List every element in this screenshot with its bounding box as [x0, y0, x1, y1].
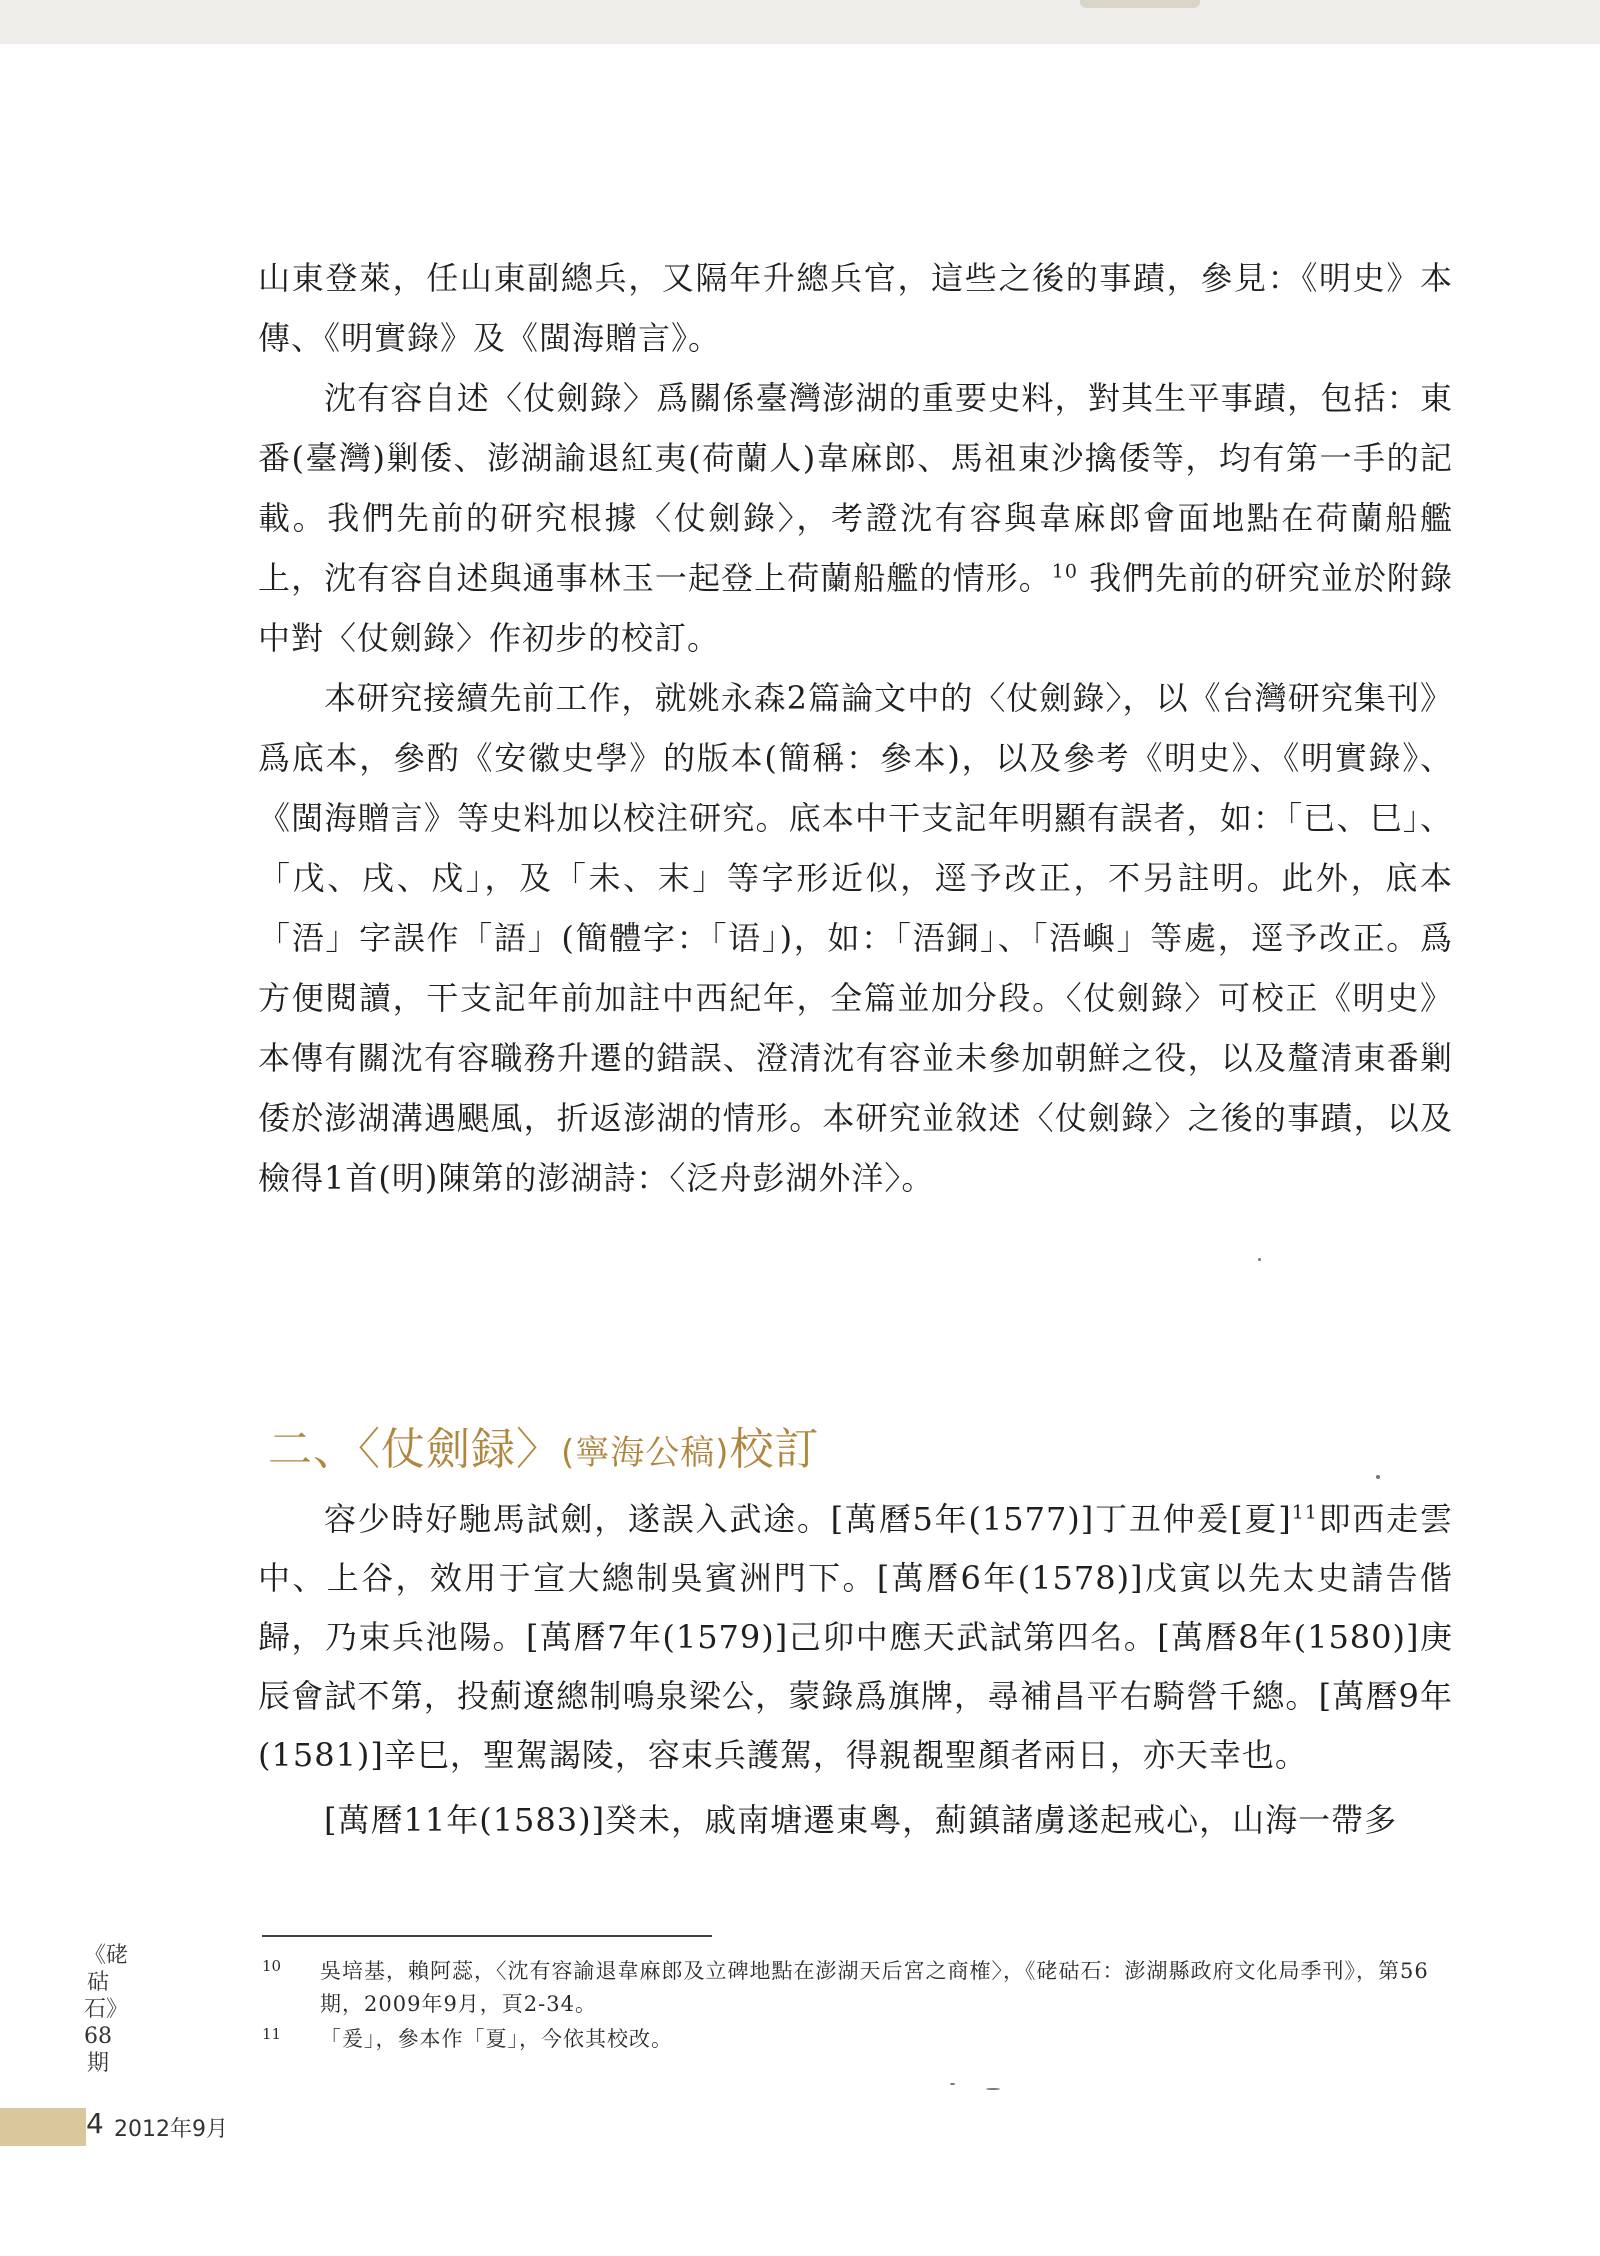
footnote-number: 10 — [262, 1957, 282, 1975]
section-paragraph-1 — [258, 1490, 1453, 1785]
footnote-item — [262, 1955, 1452, 2021]
scan-speck — [1258, 1258, 1261, 1261]
scan-speck — [1376, 1475, 1380, 1479]
body-paragraph-2-text: 沈有容自述〈仗劍錄〉爲關係臺灣澎湖的重要史料，對其生平事蹟，包括：東番(臺灣)剿倭、澎湖諭退紅夷(荷蘭人)韋麻郎、馬祖東沙擒倭等，均有第一手的記載。我們先前的研究根據〈仗劍錄〉，考證沈有容與韋麻郎會面地點在荷蘭船艦上，沈有容自述與通事林玉一起登上荷蘭船艦的情形。 — [258, 379, 1453, 597]
footnote-ref-10[interactable]: 10 — [1051, 560, 1078, 583]
body-text — [258, 248, 1453, 1208]
section-heading-tail: 校訂 — [729, 1424, 820, 1475]
scan-top-band — [0, 0, 1600, 44]
footnote-divider — [262, 1935, 712, 1937]
body-paragraph-3: 本研究接續先前工作，就姚永森2篇論文中的〈仗劍錄〉，以《台灣研究集刊》爲底本，參酌《安徽史學》的版本(簡稱：參本)，以及參考《明史》、《明實錄》、《閩海贈言》等史料加以校注研究。底本中干支記年明顯有誤者，如：「已、巳」、「戊、戌、戍」，及「未、末」等字形近似，逕予改正，不另註明。此外，底本「浯」字誤作「語」(簡體字：「语」)，如：「浯銅」、「浯嶼」等處，逕予改正。爲方便閱讀，干支記年前加註中西紀年，全篇並加分段。〈仗劍錄〉可校正《明史》本傳有關沈有容職務升遷的錯誤、澄清沈有容並未參加朝鮮之役，以及釐清東番剿倭於澎湖溝遇颶風，折返澎湖的情形。本研究並敘述〈仗劍錄〉之後的事蹟，以及檢得1首(明)陳第的澎湖詩：〈泛舟彭湖外洋〉。 — [258, 679, 1453, 1197]
footnote-number: 11 — [262, 2025, 282, 2043]
body-paragraph-2-tail: 我們先前的研究並於附錄中對〈仗劍錄〉作初步的校訂。 — [258, 559, 1453, 657]
issue-date: 2012年9月 — [114, 2117, 228, 2142]
footnote-item — [262, 2023, 1452, 2056]
section-heading-paren: (寧海公稿) — [561, 1433, 730, 1473]
page-number-tab — [0, 2108, 86, 2146]
section-paragraph-2: [萬曆11年(1583)]癸未，戚南塘遷東粵，薊鎮諸虜遂起戒心，山海一帶多 — [324, 1801, 1398, 1839]
body-paragraph-2 — [258, 368, 1453, 668]
journal-sidebar-title: 《硓𥑮石》68期 — [84, 1943, 129, 2076]
footnotes — [262, 1955, 1452, 2058]
section-body — [258, 1490, 1453, 1850]
page-number: 4 — [86, 2107, 104, 2140]
scan-speck — [950, 2083, 955, 2085]
section-heading — [268, 1413, 820, 1477]
section-paragraph-1-tail: 即西走雲中、上谷，效用于宣大總制吳賓洲門下。[萬曆6年(1578)]戊寅以先太史請告偕歸，乃束兵池陽。[萬曆7年(1579)]己卯中應天武試第四名。[萬曆8年(1580)]庚辰會試不第，投薊遼總制鳴泉梁公，蒙錄爲旗牌，尋補昌平右騎營千總。[萬曆9年(1581)]辛巳，聖駕謁陵，容束兵護駕，得親覩聖顏者兩日，亦天幸也。 — [258, 1500, 1453, 1774]
body-paragraph-1: 山東登萊，任山東副總兵，又隔年升總兵官，這些之後的事蹟，參見：《明史》本傳、《明實錄》及《閩海贈言》。 — [258, 259, 1453, 357]
section-heading-main: 二、〈仗劍録〉 — [268, 1424, 561, 1475]
scan-smudge — [1080, 0, 1200, 8]
footnote-ref-11[interactable]: 11 — [1291, 1501, 1318, 1524]
footnote-text: 「爰」，參本作「夏」，今依其校改。 — [320, 2027, 673, 2051]
scan-speck — [986, 2088, 1000, 2090]
section-paragraph-1-text: 容少時好馳馬試劍，遂誤入武途。[萬曆5年(1577)]丁丑仲爰[夏] — [324, 1500, 1292, 1538]
footnote-text: 吳培基，賴阿蕊，〈沈有容諭退韋麻郎及立碑地點在澎湖天后宮之商榷〉，《硓𥑮石：澎湖縣政府文化局季刊》，第56期，2009年9月，頁2-34。 — [320, 1959, 1429, 2016]
